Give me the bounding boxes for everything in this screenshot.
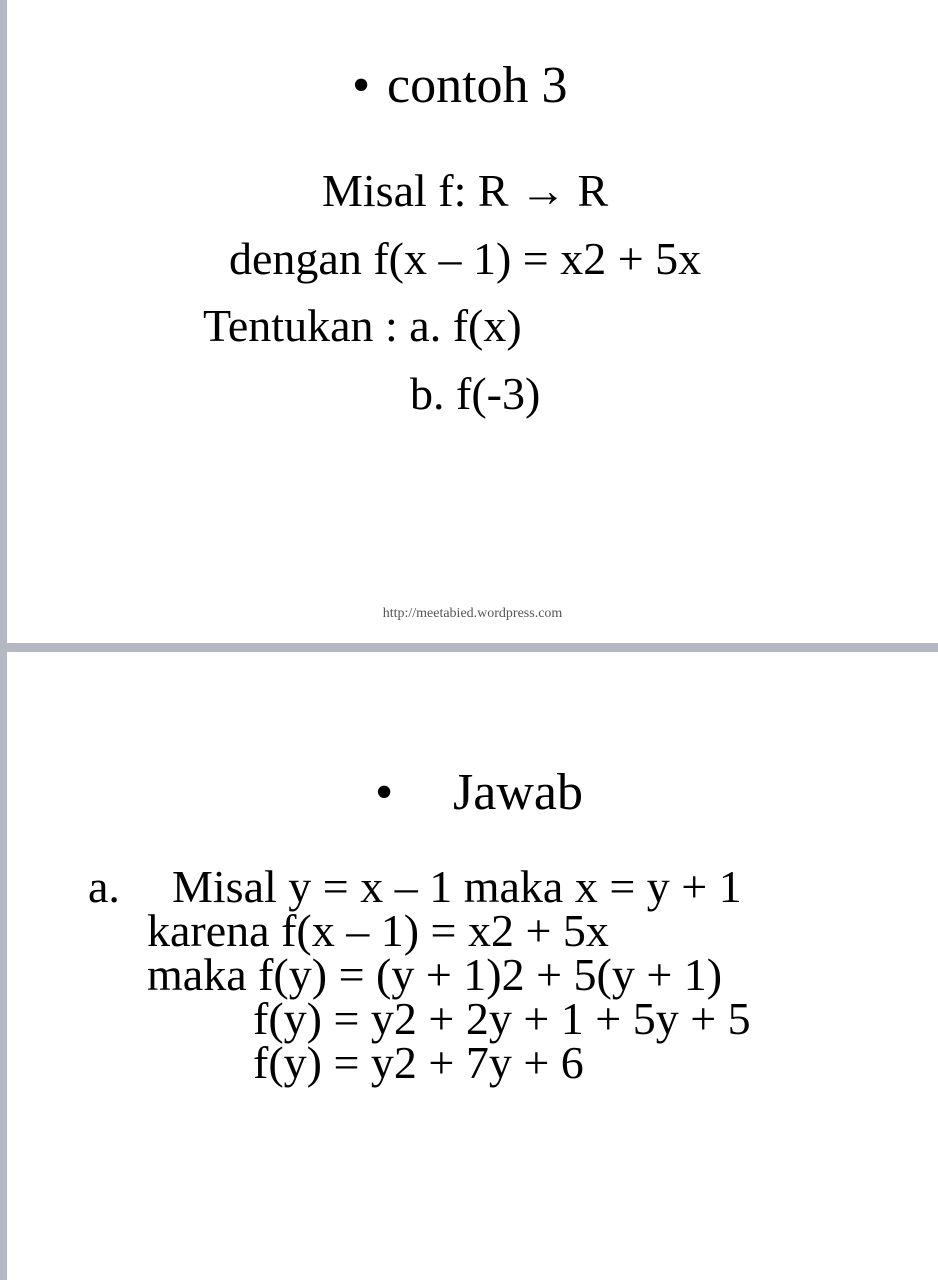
slide-title: contoh 3 (387, 57, 568, 114)
answer-line-3: maka f(y) = (y + 1)2 + 5(y + 1) (147, 949, 723, 1000)
answer-line-5: f(y) = y2 + 7y + 6 (253, 1037, 584, 1088)
text-line-4: b. f(-3) (410, 368, 541, 419)
footer-url: http://meetabied.wordpress.com (382, 606, 563, 621)
slide-2 (7, 652, 938, 1280)
answer-line-4: f(y) = y2 + 2y + 1 + 5y + 5 (253, 993, 751, 1044)
text-line-1: Misal f: R → R (322, 165, 609, 216)
slide-title: Jawab (453, 764, 583, 821)
slide-1 (7, 0, 938, 643)
text-line-2: dengan f(x – 1) = x2 + 5x (229, 233, 702, 284)
bullet-icon: • (375, 764, 394, 821)
bullet-icon: • (352, 57, 371, 114)
answer-line-1: Misal y = x – 1 maka x = y + 1 (172, 861, 742, 912)
item-marker: a. (88, 861, 120, 912)
answer-line-2: karena f(x – 1) = x2 + 5x (147, 905, 609, 956)
text-line-3: Tentukan : a. f(x) (203, 300, 522, 351)
